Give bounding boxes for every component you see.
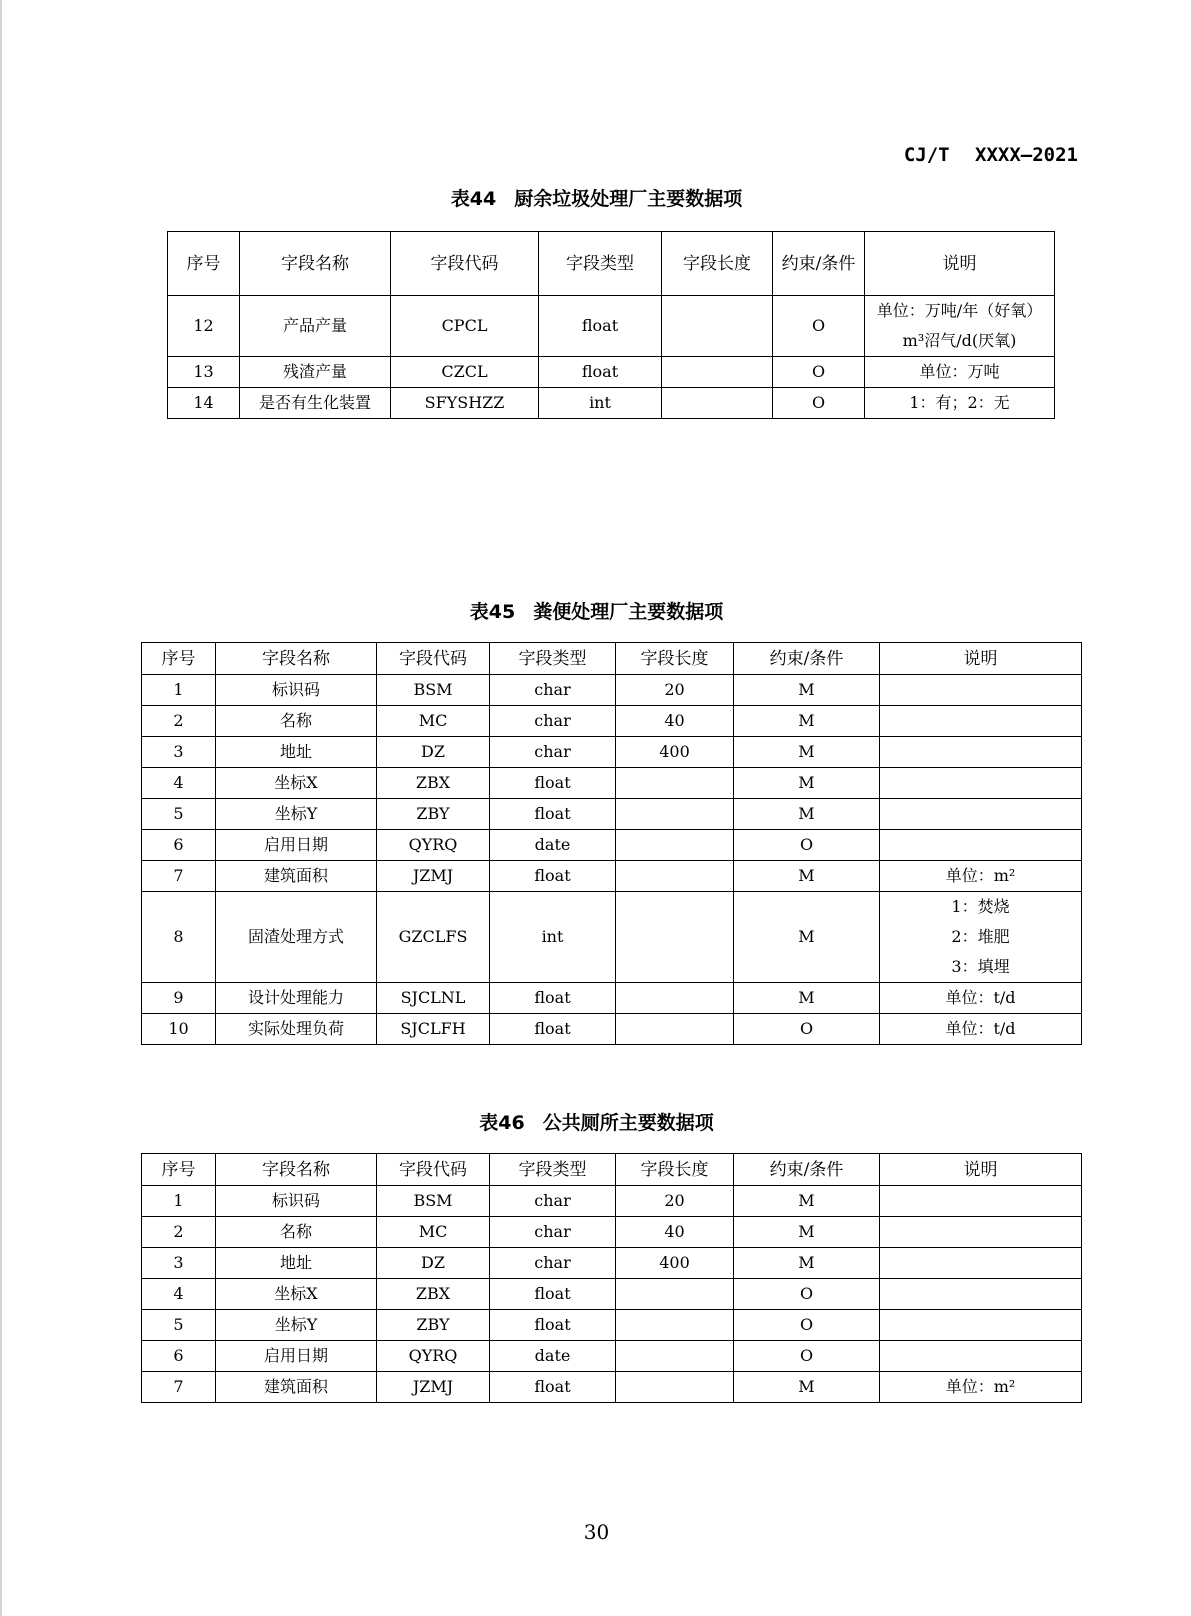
table-row (168, 296, 1055, 357)
table-cell: 7 (142, 1372, 216, 1403)
table-cell: 5 (142, 799, 216, 830)
table-cell: 单位：万吨 (865, 357, 1055, 388)
table-cell: M (734, 737, 880, 768)
table-cell: 13 (168, 357, 240, 388)
table-cell: 是否有生化装置 (240, 388, 391, 419)
table-cell: ZBX (377, 1279, 490, 1310)
table-cell: float (490, 983, 616, 1014)
table-cell: 6 (142, 830, 216, 861)
table-row (142, 768, 1082, 799)
table-cell: 14 (168, 388, 240, 419)
table-cell: 启用日期 (216, 830, 377, 861)
table-cell: QYRQ (377, 830, 490, 861)
column-header: 字段名称 (240, 232, 391, 296)
table-row (142, 1186, 1082, 1217)
table-cell: 20 (616, 675, 734, 706)
table-cell (662, 296, 773, 357)
table-cell (880, 1217, 1082, 1248)
table-cell (616, 768, 734, 799)
table-row (168, 388, 1055, 419)
table-cell: 3 (142, 737, 216, 768)
table-cell: M (734, 675, 880, 706)
table-caption (0, 597, 1193, 624)
table-cell: 标识码 (216, 1186, 377, 1217)
table-cell (616, 830, 734, 861)
column-header: 字段名称 (216, 643, 377, 675)
table-number: 表45 (469, 601, 516, 623)
table-cell (662, 388, 773, 419)
table-cell: 6 (142, 1341, 216, 1372)
standard-header (904, 144, 1078, 166)
table-cell: 12 (168, 296, 240, 357)
table-cell: 1 (142, 675, 216, 706)
table-cell: DZ (377, 1248, 490, 1279)
column-header: 约束/条件 (734, 643, 880, 675)
table-cell (880, 737, 1082, 768)
table-cell (880, 799, 1082, 830)
table-caption (0, 1108, 1193, 1135)
table-cell: 建筑面积 (216, 1372, 377, 1403)
table-cell: CZCL (391, 357, 539, 388)
table-cell (880, 1341, 1082, 1372)
table-cell: 4 (142, 768, 216, 799)
column-header: 说明 (880, 1154, 1082, 1186)
table-cell (616, 1341, 734, 1372)
table-cell: SJCLFH (377, 1014, 490, 1045)
table-cell: char (490, 737, 616, 768)
data-table (141, 1153, 1082, 1403)
standard-number: XXXX—2021 (975, 144, 1078, 166)
column-header: 字段类型 (490, 643, 616, 675)
table-cell: float (490, 1310, 616, 1341)
table-row (142, 1217, 1082, 1248)
table-cell: 单位：m² (880, 1372, 1082, 1403)
table-cell: char (490, 1248, 616, 1279)
table-cell: 2 (142, 706, 216, 737)
table-cell: MC (377, 1217, 490, 1248)
table-cell (616, 799, 734, 830)
table-cell: DZ (377, 737, 490, 768)
table-cell: float (490, 1279, 616, 1310)
table-row (142, 706, 1082, 737)
table-cell (616, 861, 734, 892)
table-cell: O (734, 1341, 880, 1372)
column-header: 字段代码 (377, 1154, 490, 1186)
table-cell: int (539, 388, 662, 419)
column-header: 字段名称 (216, 1154, 377, 1186)
table-row (142, 1341, 1082, 1372)
table-cell: 单位：t/d (880, 983, 1082, 1014)
table-cell: M (734, 768, 880, 799)
table-row (142, 1248, 1082, 1279)
table-cell: float (490, 768, 616, 799)
table-cell: ZBX (377, 768, 490, 799)
table-cell: float (490, 861, 616, 892)
table-number: 表44 (450, 188, 497, 210)
table-cell: SJCLNL (377, 983, 490, 1014)
table-cell: SFYSHZZ (391, 388, 539, 419)
table-cell: 10 (142, 1014, 216, 1045)
column-header: 字段类型 (539, 232, 662, 296)
page-edge-left (0, 0, 2, 1616)
table-cell: float (490, 1014, 616, 1045)
table-cell: 坐标Y (216, 1310, 377, 1341)
column-header: 约束/条件 (734, 1154, 880, 1186)
table-cell: ZBY (377, 1310, 490, 1341)
table-cell: 产品产量 (240, 296, 391, 357)
column-header: 字段长度 (616, 643, 734, 675)
table-cell: float (539, 357, 662, 388)
column-header: 字段长度 (616, 1154, 734, 1186)
table-cell (880, 1186, 1082, 1217)
table-cell: O (773, 388, 865, 419)
column-header: 说明 (880, 643, 1082, 675)
table-cell: char (490, 706, 616, 737)
table-cell: 400 (616, 737, 734, 768)
table-cell: 坐标Y (216, 799, 377, 830)
table-cell: MC (377, 706, 490, 737)
table-cell: int (490, 892, 616, 983)
table-cell (662, 357, 773, 388)
column-header: 字段类型 (490, 1154, 616, 1186)
table-row (142, 892, 1082, 983)
table-cell: char (490, 675, 616, 706)
page-number: 30 (583, 1520, 610, 1544)
table-number: 表46 (479, 1112, 525, 1134)
table-cell: 坐标X (216, 1279, 377, 1310)
standard-code: CJ/T (903, 144, 950, 166)
table-cell: 启用日期 (216, 1341, 377, 1372)
table-cell: 400 (616, 1248, 734, 1279)
table-cell: M (734, 799, 880, 830)
table-row (142, 1014, 1082, 1045)
table-cell (616, 983, 734, 1014)
table-cell: O (734, 1014, 880, 1045)
table-header-row (168, 232, 1055, 296)
table-cell: date (490, 1341, 616, 1372)
table-cell: 名称 (216, 1217, 377, 1248)
column-header: 字段长度 (662, 232, 773, 296)
column-header: 序号 (142, 643, 216, 675)
table-cell: M (734, 892, 880, 983)
table-cell: 残渣产量 (240, 357, 391, 388)
table-cell: 单位：万吨/年（好氧） m³沼气/d(厌氧) (865, 296, 1055, 357)
table-cell: 7 (142, 861, 216, 892)
table-cell: M (734, 1372, 880, 1403)
table-cell: ZBY (377, 799, 490, 830)
table-cell: 3 (142, 1248, 216, 1279)
column-header: 字段代码 (391, 232, 539, 296)
table-cell: M (734, 983, 880, 1014)
table-row (142, 675, 1082, 706)
table-cell: 1：焚烧 2：堆肥 3：填埋 (880, 892, 1082, 983)
table-cell: 单位：m² (880, 861, 1082, 892)
table-row (142, 861, 1082, 892)
table-cell (880, 768, 1082, 799)
table-row (142, 799, 1082, 830)
table-cell: 标识码 (216, 675, 377, 706)
table-cell (616, 1279, 734, 1310)
table-row (142, 737, 1082, 768)
table-cell (880, 830, 1082, 861)
table-cell: M (734, 1217, 880, 1248)
table-cell: O (734, 1310, 880, 1341)
table-cell: 1 (142, 1186, 216, 1217)
table-cell: 名称 (216, 706, 377, 737)
table-cell: 地址 (216, 1248, 377, 1279)
table-cell: 实际处理负荷 (216, 1014, 377, 1045)
table-cell: M (734, 1186, 880, 1217)
table-cell: JZMJ (377, 861, 490, 892)
table-title: 厨余垃圾处理厂主要数据项 (514, 188, 743, 210)
table-cell: O (734, 1279, 880, 1310)
table-cell: BSM (377, 675, 490, 706)
table-row (142, 1279, 1082, 1310)
column-header: 说明 (865, 232, 1055, 296)
table-title: 粪便处理厂主要数据项 (533, 601, 724, 623)
table-cell: JZMJ (377, 1372, 490, 1403)
table-header-row (142, 643, 1082, 675)
table-cell: 地址 (216, 737, 377, 768)
table-row (142, 983, 1082, 1014)
table-cell: 单位：t/d (880, 1014, 1082, 1045)
table-cell: O (734, 830, 880, 861)
table-cell: float (490, 799, 616, 830)
table-cell: 8 (142, 892, 216, 983)
table-cell: 40 (616, 1217, 734, 1248)
table-row (168, 357, 1055, 388)
column-header: 约束/条件 (773, 232, 865, 296)
column-header: 序号 (168, 232, 240, 296)
table-title: 公共厕所主要数据项 (542, 1112, 714, 1134)
table-cell (880, 1248, 1082, 1279)
table-cell (880, 1279, 1082, 1310)
table-cell: 5 (142, 1310, 216, 1341)
table-cell: O (773, 357, 865, 388)
table-row (142, 830, 1082, 861)
table-cell: 4 (142, 1279, 216, 1310)
table-cell (880, 706, 1082, 737)
table-cell: 2 (142, 1217, 216, 1248)
table-cell: float (490, 1372, 616, 1403)
table-cell (616, 1014, 734, 1045)
table-caption (0, 184, 1193, 211)
table-cell: M (734, 1248, 880, 1279)
table-cell: 1：有；2：无 (865, 388, 1055, 419)
table-cell: date (490, 830, 616, 861)
table-cell: 20 (616, 1186, 734, 1217)
column-header: 序号 (142, 1154, 216, 1186)
table-row (142, 1372, 1082, 1403)
table-cell: char (490, 1217, 616, 1248)
table-cell: float (539, 296, 662, 357)
table-cell: M (734, 861, 880, 892)
table-cell: M (734, 706, 880, 737)
table-cell (880, 675, 1082, 706)
table-cell: char (490, 1186, 616, 1217)
table-cell: GZCLFS (377, 892, 490, 983)
table-cell: 固渣处理方式 (216, 892, 377, 983)
table-cell: O (773, 296, 865, 357)
column-header: 字段代码 (377, 643, 490, 675)
data-table (167, 231, 1055, 419)
table-cell: BSM (377, 1186, 490, 1217)
table-cell (616, 892, 734, 983)
table-cell: 9 (142, 983, 216, 1014)
table-header-row (142, 1154, 1082, 1186)
table-cell: CPCL (391, 296, 539, 357)
table-cell: 设计处理能力 (216, 983, 377, 1014)
table-cell (616, 1372, 734, 1403)
table-cell: 坐标X (216, 768, 377, 799)
table-row (142, 1310, 1082, 1341)
table-cell (616, 1310, 734, 1341)
table-cell: 40 (616, 706, 734, 737)
table-cell: 建筑面积 (216, 861, 377, 892)
data-table (141, 642, 1082, 1045)
table-cell (880, 1310, 1082, 1341)
table-cell: QYRQ (377, 1341, 490, 1372)
